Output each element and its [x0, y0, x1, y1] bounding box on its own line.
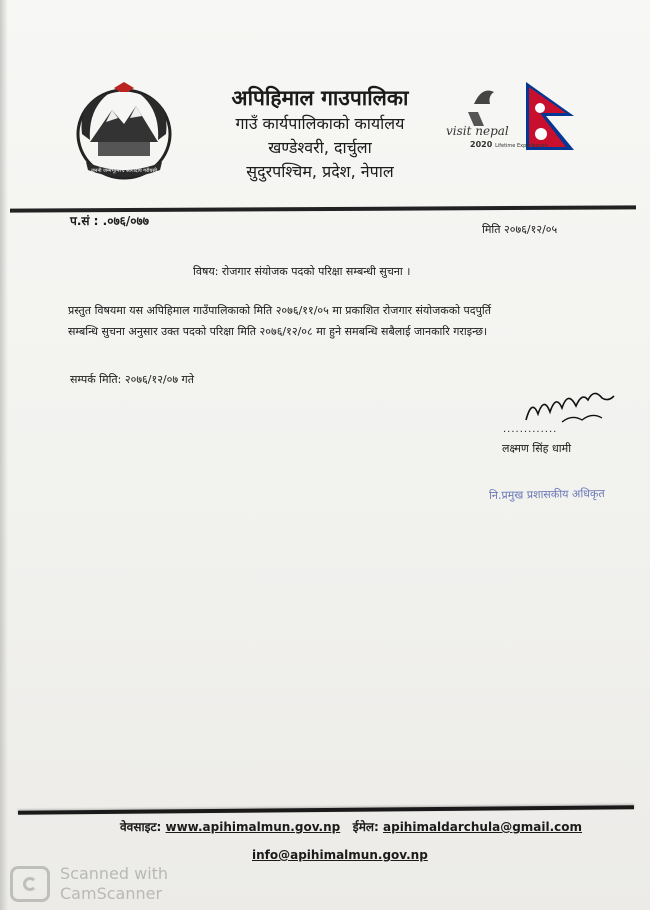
office-location: खण्डेश्वरी, दार्चुला [268, 138, 372, 157]
emblem-caption: जननी जन्मभूमिश्च स्वर्गादपि गरीयसी [90, 168, 158, 174]
reference-number: प.सं : .०७६/०७७ [70, 214, 150, 228]
scan-edge-shadow [0, 0, 8, 910]
letterhead [190, 84, 450, 184]
website-label: वेवसाइट: [120, 820, 162, 834]
website-link[interactable]: www.apihimalmun.gov.np [165, 820, 341, 834]
email-link-primary[interactable]: apihimaldarchula@gmail.com [383, 820, 583, 834]
contact-date: सम्पर्क मिति: २०७६/१२/०७ गते [70, 373, 195, 386]
camscanner-icon-mark [23, 877, 37, 891]
email-label: ईमेल: [352, 820, 379, 834]
visit-nepal-year [470, 140, 547, 149]
footer-contact [120, 818, 583, 835]
footer-divider [18, 805, 634, 814]
signer-name: लक्ष्मण सिंह धामी [502, 442, 572, 455]
visit-nepal-year-number: 2020 [470, 140, 493, 149]
letter-body [68, 300, 588, 342]
camscanner-watermark [6, 862, 176, 906]
official-stamp: नि.प्रमुख प्रशासकीय अधिकृत [488, 486, 605, 503]
nepal-emblem-icon [68, 80, 180, 185]
office-name: गाउँ कार्यपालिकाको कार्यालय [235, 114, 405, 133]
body-line: प्रस्तुत विषयमा यस अपिहिमाल गाउँपालिकाको मिति २०७६/११/०५ मा प्रकाशित रोजगार संयोजकको पदपुर्ति [68, 304, 492, 317]
watermark-line2: CamScanner [60, 884, 163, 903]
signature-dots: ............. [503, 424, 558, 435]
letter-subject: विषय: रोजगार संयोजक पदको परिक्षा सम्बन्धी सुचना । [193, 265, 411, 278]
org-name: अपिहिमाल गाउपालिका [231, 86, 409, 110]
letter-date: मिति २०७६/१२/०५ [482, 223, 558, 236]
visit-nepal-tagline: Lifetime Experiences [495, 143, 548, 149]
email-link-secondary[interactable]: info@apihimalmun.gov.np [252, 848, 428, 862]
office-province: सुदुरपश्चिम, प्रदेश, नेपाल [246, 162, 394, 181]
visit-nepal-text: visit nepal [446, 124, 509, 138]
camscanner-icon [10, 866, 50, 902]
body-line: सम्बन्धि सुचना अनुसार उक्त पदको परिक्षा मिति २०७६/१२/०८ मा हुने समबन्धि सबैलाई जानकारि गराइन्छ। [68, 325, 488, 338]
watermark-line1: Scanned with [60, 864, 169, 883]
